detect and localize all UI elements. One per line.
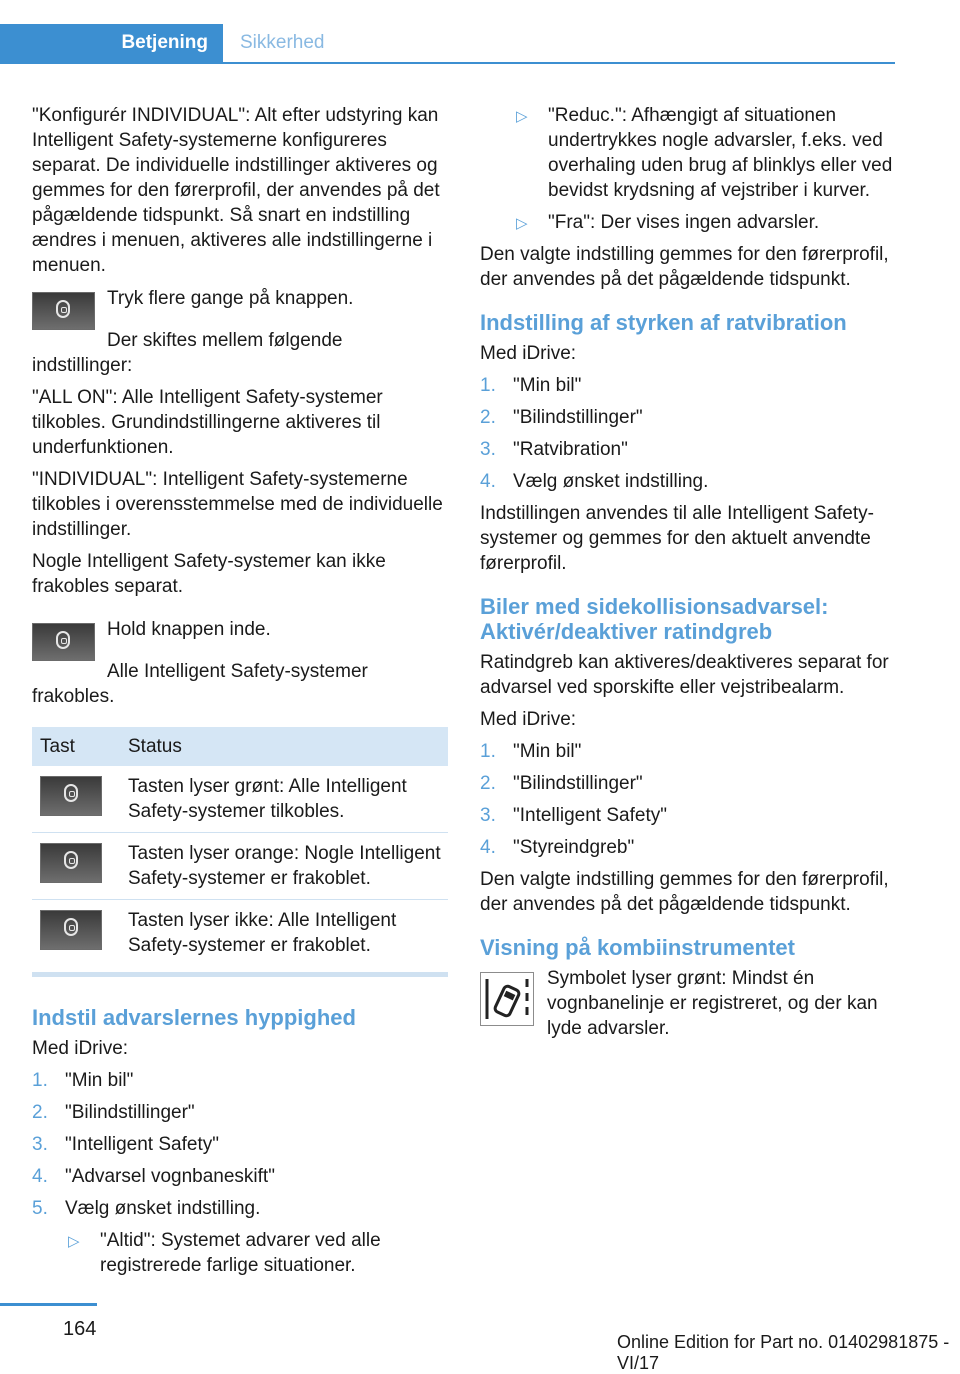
tab-sikkerhed[interactable]: Sikkerhed: [240, 32, 325, 53]
individual-config-paragraph: "Konfigurér INDIVIDUAL": Alt efter udstyring kan Intelligent Safety-systemerne konfigureres separat. De individuelle indstillinger aktiveres og gemmes for den førerprofil, der anvendes på det pågældende tidspunkt. Så snart en indstilling ændres i menuen, aktiveres alle indstillingerne i menuen.: [32, 105, 440, 276]
saved-paragraph-2: Den valgte indstilling gemmes for den førerprofil, der anvendes på det pågældende tidspunkt.: [480, 869, 889, 915]
table-row: [32, 900, 448, 967]
heading-warning-frequency: Indstil advarslernes hyppighed: [32, 1005, 356, 1030]
list-item: 3. "Intelligent Safety": [480, 805, 667, 826]
individual-paragraph: "INDIVIDUAL": Intelligent Safety-systemerne tilkobles i overensstemmelse med de individuelle indstillinger.: [32, 469, 443, 540]
list-item: 5. Vælg ønsket indstilling.: [32, 1198, 261, 1219]
option-altid: ▷ "Altid": Systemet advarer ved alle registrerede farlige situationer.: [68, 1230, 381, 1276]
vibration-steps: [480, 373, 896, 494]
lane-departure-icon: [480, 972, 534, 1026]
triangle-right-icon: ▷: [68, 1233, 80, 1250]
saved-paragraph: Den valgte indstilling gemmes for den førerprofil, der anvendes på det pågældende tidspunkt.: [480, 244, 889, 290]
note-paragraph: Nogle Intelligent Safety-systemer kan ikke frakobles separat.: [32, 551, 386, 597]
list-item: 2. "Bilindstillinger": [32, 1102, 195, 1123]
footer-line: [0, 1303, 97, 1306]
press-line1: Tryk flere gange på knappen.: [107, 288, 354, 309]
key-status-table: [32, 727, 448, 966]
option-fra: ▷ "Fra": Der vises ingen advarsler.: [480, 210, 896, 235]
status-text: Tasten lyser ikke: Alle Intelligent Safety-systemer er frakoblet.: [128, 910, 397, 956]
triangle-right-icon: ▷: [516, 108, 528, 125]
button-orange-icon: [40, 843, 102, 883]
frequency-steps: [32, 1068, 448, 1221]
list-item: 1. "Min bil": [480, 741, 582, 762]
tab-betjening[interactable]: Betjening: [0, 24, 223, 62]
list-item: 4. Vælg ønsket indstilling.: [480, 471, 709, 492]
button-green-icon: [40, 776, 102, 816]
hold-line2: Alle Intelligent Safety-systemer frakobles.: [32, 661, 368, 707]
kombi-text: Symbolet lyser grønt: Mindst én vognbanelinje er registreret, og der kan lyde advarsler.: [547, 968, 878, 1039]
kombi-indicator: [480, 966, 896, 1041]
hold-line1: Hold knappen inde.: [107, 619, 271, 640]
heading-kombi: Visning på kombiinstrumentet: [480, 935, 795, 960]
list-item: 3. "Ratvibration": [480, 439, 628, 460]
status-text: Tasten lyser orange: Nogle Intelligent Safety-systemer er frakoblet.: [120, 833, 448, 900]
right-column: [480, 103, 896, 1041]
intelligent-safety-button-icon: [32, 292, 95, 330]
triangle-right-icon: ▷: [516, 215, 528, 232]
table-header-status: Status: [120, 727, 448, 766]
option-list: [32, 1228, 448, 1278]
status-text: Tasten lyser grønt: Alle Intelligent Safety-systemer tilkobles.: [120, 766, 448, 833]
table-row: [32, 766, 448, 833]
heading-side-collision: Biler med sidekollisionsadvarsel: Aktivér/deaktiver ratindgreb: [480, 594, 829, 644]
hold-instruction: [32, 617, 448, 651]
idrive-label: Med iDrive:: [480, 343, 577, 364]
side-paragraph: Ratindgreb kan aktiveres/deaktiveres separat for advarsel ved sporskifte eller vejstribealarm.: [480, 652, 889, 698]
edition-text: Online Edition for Part no. 01402981875 - VI/17: [617, 1332, 950, 1373]
list-item: 2. "Bilindstillinger": [480, 407, 643, 428]
intelligent-safety-button-icon: [32, 623, 95, 661]
table-row: [32, 833, 448, 900]
list-item: 3. "Intelligent Safety": [32, 1134, 219, 1155]
idrive-label: Med iDrive:: [32, 1038, 129, 1059]
vibration-note: Indstillingen anvendes til alle Intelligent Safety-systemer og gemmes for den aktuelt anvendte førerprofil.: [480, 503, 874, 574]
press-line2: Der skiftes mellem følgende indstillinger:: [32, 330, 343, 376]
table-header-key: Tast: [32, 727, 120, 766]
side-steps: [480, 739, 896, 860]
button-off-icon: [40, 910, 102, 950]
list-item: 2. "Bilindstillinger": [480, 773, 643, 794]
all-on-paragraph: "ALL ON": Alle Intelligent Safety-systemer tilkobles. Grundindstillingerne aktiveres til underfunktionen.: [32, 387, 383, 458]
heading-vibration: Indstilling af styrken af ratvibration: [480, 310, 847, 335]
list-item: 1. "Min bil": [32, 1070, 134, 1091]
page-number: 164: [63, 1318, 97, 1340]
list-item: 4. "Advarsel vognbaneskift": [32, 1166, 275, 1187]
option-list-continued: [480, 103, 896, 235]
option-reduc: ▷ "Reduc.": Afhængigt af situationen undertrykkes nogle advarsler, f.eks. ved overhaling uden brug af blinklys eller ved bevidst krydsning af vejstriber i kurver.: [516, 105, 893, 201]
chapter-tabs: [0, 24, 895, 64]
table-divider: [32, 972, 448, 977]
list-item: 4. "Styreindgreb": [480, 837, 635, 858]
list-item: 1. "Min bil": [480, 375, 582, 396]
idrive-label: Med iDrive:: [480, 709, 577, 730]
left-column: [32, 103, 448, 1285]
press-instruction: [32, 286, 448, 320]
